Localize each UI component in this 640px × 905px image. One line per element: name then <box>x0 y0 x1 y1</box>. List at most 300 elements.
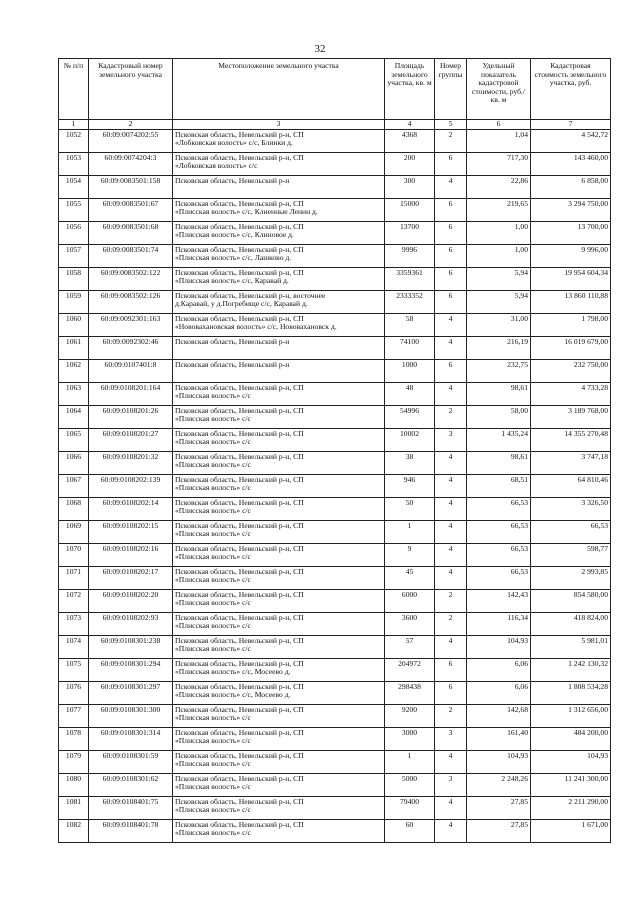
location-line-2: «Плисская волость» с/с <box>175 437 251 446</box>
location-line-2: «Плисская волость» с/с, Лашково д. <box>175 253 292 262</box>
unit-value-cell: 2 248,26 <box>467 773 531 796</box>
column-number: 5 <box>435 120 467 130</box>
location-cell <box>173 796 385 819</box>
location-line-1: Псковская область, Невельский р-н, СП <box>175 152 304 162</box>
group-number-cell: 6 <box>435 290 467 313</box>
location-line-1: Псковская область, Невельский р-н, СП <box>175 405 304 415</box>
group-number-cell: 6 <box>435 221 467 244</box>
unit-value-cell: 98,61 <box>467 451 531 474</box>
area-cell: 13700 <box>385 221 435 244</box>
location-line-2: «Плисская волость» с/с <box>175 621 251 630</box>
location-line-2: «Плисская волость» с/с <box>175 782 251 791</box>
cadastral-value-cell: 1 242 130,32 <box>531 658 611 681</box>
cadastral-number-cell: 60:09:0092302:46 <box>89 336 173 359</box>
unit-value-cell: 104,93 <box>467 635 531 658</box>
group-number-cell: 2 <box>435 704 467 727</box>
cadastral-number-cell: 60:09:0108301:62 <box>89 773 173 796</box>
group-number-cell: 6 <box>435 152 467 175</box>
area-cell: 74100 <box>385 336 435 359</box>
row-number-cell: 1070 <box>59 543 89 566</box>
location-line-2: «Плисская волость» с/с <box>175 391 251 400</box>
cadastral-number-cell: 60:09:0074202:55 <box>89 129 173 152</box>
cadastral-number-cell: 60:09:0108202:139 <box>89 474 173 497</box>
row-number-cell: 1052 <box>59 129 89 152</box>
cadastral-number-cell: 60:09:0108201:164 <box>89 382 173 405</box>
area-cell: 1 <box>385 520 435 543</box>
location-line-1: Псковская область, Невельский р-н, СП <box>175 635 304 645</box>
area-cell: 4368 <box>385 129 435 152</box>
location-cell <box>173 819 385 842</box>
group-number-cell: 3 <box>435 773 467 796</box>
table-row <box>59 290 611 313</box>
cadastral-value-cell: 4 733,28 <box>531 382 611 405</box>
location-cell <box>173 451 385 474</box>
group-number-cell: 2 <box>435 612 467 635</box>
cadastral-value-cell: 13 700,00 <box>531 221 611 244</box>
cadastral-number-cell: 60:09:0083501:158 <box>89 175 173 198</box>
cadastral-number-cell: 60:09:0108301:59 <box>89 750 173 773</box>
table-row <box>59 819 611 842</box>
location-cell <box>173 221 385 244</box>
location-line-1: Псковская область, Невельский р-н, СП <box>175 589 304 599</box>
location-line-1: Псковская область, Невельский р-н, СП <box>175 520 304 530</box>
column-numbers-row <box>59 120 611 130</box>
column-number: 6 <box>467 120 531 130</box>
table-row <box>59 244 611 267</box>
area-cell: 57 <box>385 635 435 658</box>
row-number-cell: 1075 <box>59 658 89 681</box>
cadastral-number-cell: 60:09:0083501:68 <box>89 221 173 244</box>
area-cell: 58 <box>385 313 435 336</box>
table-row <box>59 612 611 635</box>
location-line-1: Псковская область, Невельский р-н, СП <box>175 267 304 277</box>
cadastral-number-cell: 60:09:0108301:238 <box>89 635 173 658</box>
cadastral-value-cell: 3 189 768,00 <box>531 405 611 428</box>
unit-value-cell: 66,53 <box>467 566 531 589</box>
cadastral-value-cell: 2 211 290,00 <box>531 796 611 819</box>
area-cell: 45 <box>385 566 435 589</box>
table-row <box>59 405 611 428</box>
cadastral-value-cell: 64 810,46 <box>531 474 611 497</box>
location-cell <box>173 474 385 497</box>
cadastral-number-cell: 60:09:0108201:32 <box>89 451 173 474</box>
group-number-cell: 4 <box>435 313 467 336</box>
location-line-1: Псковская область, Невельский р-н, СП <box>175 244 304 254</box>
location-line-1: Псковская область, Невельский р-н, восточнее <box>175 290 326 300</box>
column-number: 2 <box>89 120 173 130</box>
location-line-1: Псковская область, Невельский р-н, СП <box>175 773 304 783</box>
column-number: 7 <box>531 120 611 130</box>
unit-value-cell: 68,51 <box>467 474 531 497</box>
group-number-cell: 2 <box>435 129 467 152</box>
unit-value-cell: 22,86 <box>467 175 531 198</box>
header-location: Местоположение земельного участка <box>173 59 385 120</box>
group-number-cell: 6 <box>435 359 467 382</box>
cadastral-value-cell: 418 824,00 <box>531 612 611 635</box>
location-cell <box>173 129 385 152</box>
cadastral-number-cell: 60:09:0092301:163 <box>89 313 173 336</box>
location-cell <box>173 543 385 566</box>
location-cell <box>173 313 385 336</box>
cadastral-value-cell: 14 355 270,48 <box>531 428 611 451</box>
location-cell <box>173 382 385 405</box>
area-cell: 50 <box>385 497 435 520</box>
unit-value-cell: 219,65 <box>467 198 531 221</box>
location-cell <box>173 750 385 773</box>
table-row <box>59 543 611 566</box>
location-line-1: Псковская область, Невельский р-н, СП <box>175 221 304 231</box>
table-row <box>59 474 611 497</box>
unit-value-cell: 6,06 <box>467 681 531 704</box>
unit-value-cell: 58,00 <box>467 405 531 428</box>
location-line-2: «Плисская волость» с/с, Клиенные Ленин д. <box>175 207 318 216</box>
area-cell: 5000 <box>385 773 435 796</box>
group-number-cell: 6 <box>435 244 467 267</box>
location-line-1: Псковская область, Невельский р-н, СП <box>175 129 304 139</box>
area-cell: 9996 <box>385 244 435 267</box>
location-cell <box>173 497 385 520</box>
row-number-cell: 1079 <box>59 750 89 773</box>
location-line-1: Псковская область, Невельский р-н, СП <box>175 658 304 668</box>
unit-value-cell: 31,00 <box>467 313 531 336</box>
unit-value-cell: 161,40 <box>467 727 531 750</box>
location-line-2: «Плисская волость» с/с <box>175 598 251 607</box>
location-line-2: «Плисская волость» с/с, Мосеево д. <box>175 690 291 699</box>
location-line-2: «Плисская волость» с/с <box>175 575 251 584</box>
cadastral-value-cell: 3 294 750,00 <box>531 198 611 221</box>
area-cell: 15000 <box>385 198 435 221</box>
location-cell <box>173 336 385 359</box>
column-number: 1 <box>59 120 89 130</box>
location-line-1: Псковская область, Невельский р-н <box>175 336 290 346</box>
row-number-cell: 1064 <box>59 405 89 428</box>
row-number-cell: 1066 <box>59 451 89 474</box>
table-row <box>59 152 611 175</box>
area-cell: 9200 <box>385 704 435 727</box>
location-line-2: «Плисская волость» с/с <box>175 828 251 837</box>
cadastral-number-cell: 60:09:0108301:314 <box>89 727 173 750</box>
cadastral-number-cell: 60:09:0108201:27 <box>89 428 173 451</box>
cadastral-number-cell: 60:09:0108202:17 <box>89 566 173 589</box>
location-cell <box>173 290 385 313</box>
group-number-cell: 4 <box>435 520 467 543</box>
row-number-cell: 1053 <box>59 152 89 175</box>
unit-value-cell: 98,61 <box>467 382 531 405</box>
table-row <box>59 175 611 198</box>
area-cell: 60 <box>385 819 435 842</box>
location-line-2: «Плисская волость» с/с <box>175 713 251 722</box>
cadastral-number-cell: 60:09:0108202:20 <box>89 589 173 612</box>
group-number-cell: 4 <box>435 543 467 566</box>
row-number-cell: 1061 <box>59 336 89 359</box>
cadastral-number-cell: 60:09:0108301:297 <box>89 681 173 704</box>
area-cell: 2333352 <box>385 290 435 313</box>
row-number-cell: 1058 <box>59 267 89 290</box>
table-row <box>59 589 611 612</box>
location-line-1: Псковская область, Невельский р-н <box>175 359 290 369</box>
cadastral-value-cell: 6 858,00 <box>531 175 611 198</box>
unit-value-cell: 142,68 <box>467 704 531 727</box>
area-cell: 10002 <box>385 428 435 451</box>
table-row <box>59 635 611 658</box>
location-line-2: «Плисская волость» с/с <box>175 736 251 745</box>
group-number-cell: 3 <box>435 428 467 451</box>
table-row <box>59 750 611 773</box>
table-row <box>59 198 611 221</box>
unit-value-cell: 1 435,24 <box>467 428 531 451</box>
table-row <box>59 267 611 290</box>
cadastral-value-cell: 1 312 656,00 <box>531 704 611 727</box>
unit-value-cell: 116,34 <box>467 612 531 635</box>
unit-value-cell: 1,00 <box>467 244 531 267</box>
location-cell <box>173 704 385 727</box>
area-cell: 9 <box>385 543 435 566</box>
location-line-1: Псковская область, Невельский р-н, СП <box>175 750 304 760</box>
location-line-1: Псковская область, Невельский р-н, СП <box>175 451 304 461</box>
area-cell: 298438 <box>385 681 435 704</box>
area-cell: 3359361 <box>385 267 435 290</box>
location-line-1: Псковская область, Невельский р-н, СП <box>175 704 304 714</box>
location-cell <box>173 566 385 589</box>
location-line-2: «Плисская волость» с/с <box>175 483 251 492</box>
group-number-cell: 4 <box>435 635 467 658</box>
row-number-cell: 1057 <box>59 244 89 267</box>
location-line-2: «Плисская волость» с/с <box>175 506 251 515</box>
location-line-1: Псковская область, Невельский р-н, СП <box>175 382 304 392</box>
cadastral-number-cell: 60:09:0108202:93 <box>89 612 173 635</box>
table-row <box>59 497 611 520</box>
location-cell <box>173 520 385 543</box>
area-cell: 1 <box>385 750 435 773</box>
cadastral-number-cell: 60:09:0074204:3 <box>89 152 173 175</box>
group-number-cell: 4 <box>435 750 467 773</box>
cadastral-number-cell: 60:09:0108202:14 <box>89 497 173 520</box>
group-number-cell: 4 <box>435 474 467 497</box>
location-line-2: «Плисская волость» с/с <box>175 529 251 538</box>
row-number-cell: 1073 <box>59 612 89 635</box>
table-row <box>59 704 611 727</box>
area-cell: 6000 <box>385 589 435 612</box>
row-number-cell: 1072 <box>59 589 89 612</box>
header-group-number: Номер группы <box>435 59 467 120</box>
cadastral-table <box>58 58 611 843</box>
location-cell <box>173 681 385 704</box>
row-number-cell: 1056 <box>59 221 89 244</box>
cadastral-number-cell: 60:09:0083501:67 <box>89 198 173 221</box>
location-cell <box>173 267 385 290</box>
cadastral-value-cell: 104,93 <box>531 750 611 773</box>
group-number-cell: 4 <box>435 382 467 405</box>
cadastral-value-cell: 2 993,85 <box>531 566 611 589</box>
unit-value-cell: 717,30 <box>467 152 531 175</box>
location-line-2: «Плисская волость» с/с <box>175 414 251 423</box>
cadastral-value-cell: 1 798,00 <box>531 313 611 336</box>
cadastral-value-cell: 19 954 604,34 <box>531 267 611 290</box>
location-cell <box>173 198 385 221</box>
group-number-cell: 2 <box>435 589 467 612</box>
location-line-2: «Плисская волость» с/с <box>175 805 251 814</box>
cadastral-value-cell: 3 326,50 <box>531 497 611 520</box>
table-row <box>59 336 611 359</box>
row-number-cell: 1063 <box>59 382 89 405</box>
group-number-cell: 4 <box>435 497 467 520</box>
area-cell: 200 <box>385 152 435 175</box>
unit-value-cell: 5,94 <box>467 267 531 290</box>
group-number-cell: 4 <box>435 796 467 819</box>
header-cadastral-value: Кадастровая стоимость земельного участка, руб. <box>531 59 611 120</box>
group-number-cell: 4 <box>435 451 467 474</box>
location-line-2: «Нововахановская волость» с/с, Нововахановск д. <box>175 322 337 331</box>
row-number-cell: 1081 <box>59 796 89 819</box>
area-cell: 1000 <box>385 359 435 382</box>
table-row <box>59 520 611 543</box>
location-cell <box>173 244 385 267</box>
area-cell: 204972 <box>385 658 435 681</box>
cadastral-value-cell: 66,53 <box>531 520 611 543</box>
row-number-cell: 1065 <box>59 428 89 451</box>
table-header <box>59 59 611 120</box>
column-number: 4 <box>385 120 435 130</box>
location-line-1: Псковская область, Невельский р-н, СП <box>175 796 304 806</box>
unit-value-cell: 216,19 <box>467 336 531 359</box>
area-cell: 3000 <box>385 727 435 750</box>
cadastral-value-cell: 11 241 300,00 <box>531 773 611 796</box>
row-number-cell: 1069 <box>59 520 89 543</box>
location-line-2: «Лобковская волость» с/с, Блинки д. <box>175 138 293 147</box>
table-row <box>59 796 611 819</box>
unit-value-cell: 6,06 <box>467 658 531 681</box>
cadastral-number-cell: 60:09:0083502:122 <box>89 267 173 290</box>
cadastral-value-cell: 854 580,00 <box>531 589 611 612</box>
cadastral-number-cell: 60:09:0108202:15 <box>89 520 173 543</box>
area-cell: 48 <box>385 382 435 405</box>
table-row <box>59 382 611 405</box>
unit-value-cell: 66,53 <box>467 543 531 566</box>
unit-value-cell: 5,94 <box>467 290 531 313</box>
location-line-2: д.Каравай, у д.Погребище с/с, Каравай д. <box>175 299 308 308</box>
area-cell: 300 <box>385 175 435 198</box>
location-line-2: «Плисская волость» с/с <box>175 460 251 469</box>
column-number: 3 <box>173 120 385 130</box>
location-line-1: Псковская область, Невельский р-н, СП <box>175 543 304 553</box>
header-unit-value: Удельный показатель кадастровой стоимости, руб./кв. м <box>467 59 531 120</box>
row-number-cell: 1082 <box>59 819 89 842</box>
location-cell <box>173 428 385 451</box>
row-number-cell: 1062 <box>59 359 89 382</box>
cadastral-value-cell: 9 996,00 <box>531 244 611 267</box>
location-line-1: Псковская область, Невельский р-н, СП <box>175 474 304 484</box>
cadastral-number-cell: 60:09:0108301:300 <box>89 704 173 727</box>
group-number-cell: 3 <box>435 727 467 750</box>
cadastral-value-cell: 1 808 534,28 <box>531 681 611 704</box>
cadastral-number-cell: 60:09:0107401:8 <box>89 359 173 382</box>
cadastral-number-cell: 60:09:0108202:16 <box>89 543 173 566</box>
header-cadastral-number: Кадастровый номер земельного участка <box>89 59 173 120</box>
area-cell: 3600 <box>385 612 435 635</box>
location-line-2: «Плисская волость» с/с <box>175 644 251 653</box>
group-number-cell: 6 <box>435 267 467 290</box>
location-line-1: Псковская область, Невельский р-н, СП <box>175 612 304 622</box>
table-row <box>59 313 611 336</box>
location-cell <box>173 658 385 681</box>
location-line-1: Псковская область, Невельский р-н, СП <box>175 566 304 576</box>
group-number-cell: 6 <box>435 198 467 221</box>
area-cell: 54996 <box>385 405 435 428</box>
area-cell: 79400 <box>385 796 435 819</box>
location-line-1: Псковская область, Невельский р-н, СП <box>175 198 304 208</box>
unit-value-cell: 27,85 <box>467 819 531 842</box>
row-number-cell: 1067 <box>59 474 89 497</box>
group-number-cell: 4 <box>435 175 467 198</box>
cadastral-value-cell: 16 019 679,00 <box>531 336 611 359</box>
cadastral-value-cell: 5 981,01 <box>531 635 611 658</box>
cadastral-value-cell: 13 860 110,88 <box>531 290 611 313</box>
row-number-cell: 1054 <box>59 175 89 198</box>
group-number-cell: 6 <box>435 681 467 704</box>
table-row <box>59 773 611 796</box>
unit-value-cell: 1,04 <box>467 129 531 152</box>
location-cell <box>173 589 385 612</box>
unit-value-cell: 1,00 <box>467 221 531 244</box>
area-cell: 946 <box>385 474 435 497</box>
cadastral-value-cell: 598,77 <box>531 543 611 566</box>
header-row-number: № п/п <box>59 59 89 120</box>
group-number-cell: 4 <box>435 566 467 589</box>
cadastral-value-cell: 4 542,72 <box>531 129 611 152</box>
unit-value-cell: 142,43 <box>467 589 531 612</box>
cadastral-value-cell: 3 747,18 <box>531 451 611 474</box>
location-line-2: «Плисская волость» с/с <box>175 552 251 561</box>
location-line-1: Псковская область, Невельский р-н <box>175 175 290 185</box>
location-line-1: Псковская область, Невельский р-н, СП <box>175 681 304 691</box>
cadastral-number-cell: 60:09:0083501:74 <box>89 244 173 267</box>
table-row <box>59 451 611 474</box>
table-row <box>59 658 611 681</box>
table-row <box>59 727 611 750</box>
table-row <box>59 221 611 244</box>
page-number: 32 <box>314 43 326 55</box>
location-cell <box>173 152 385 175</box>
row-number-cell: 1076 <box>59 681 89 704</box>
table-row <box>59 428 611 451</box>
location-line-1: Псковская область, Невельский р-н, СП <box>175 428 304 438</box>
cadastral-value-cell: 484 200,00 <box>531 727 611 750</box>
location-cell <box>173 773 385 796</box>
location-line-2: «Лобковская волость» с/с <box>175 161 258 170</box>
table-row <box>59 129 611 152</box>
row-number-cell: 1055 <box>59 198 89 221</box>
location-line-2: «Плисская волость» с/с, Клиновое д. <box>175 230 294 239</box>
location-line-2: «Плисская волость» с/с, Каравай д. <box>175 276 289 285</box>
location-cell <box>173 635 385 658</box>
cadastral-number-cell: 60:09:0108401:78 <box>89 819 173 842</box>
location-cell <box>173 612 385 635</box>
row-number-cell: 1060 <box>59 313 89 336</box>
row-number-cell: 1068 <box>59 497 89 520</box>
location-line-1: Псковская область, Невельский р-н, СП <box>175 819 304 829</box>
row-number-cell: 1059 <box>59 290 89 313</box>
location-cell <box>173 727 385 750</box>
row-number-cell: 1071 <box>59 566 89 589</box>
cadastral-number-cell: 60:09:0108201:26 <box>89 405 173 428</box>
unit-value-cell: 104,93 <box>467 750 531 773</box>
location-cell <box>173 175 385 198</box>
area-cell: 38 <box>385 451 435 474</box>
location-line-2: «Плисская волость» с/с, Мосеево д. <box>175 667 291 676</box>
unit-value-cell: 66,53 <box>467 520 531 543</box>
cadastral-number-cell: 60:09:0108301:294 <box>89 658 173 681</box>
table-row <box>59 681 611 704</box>
